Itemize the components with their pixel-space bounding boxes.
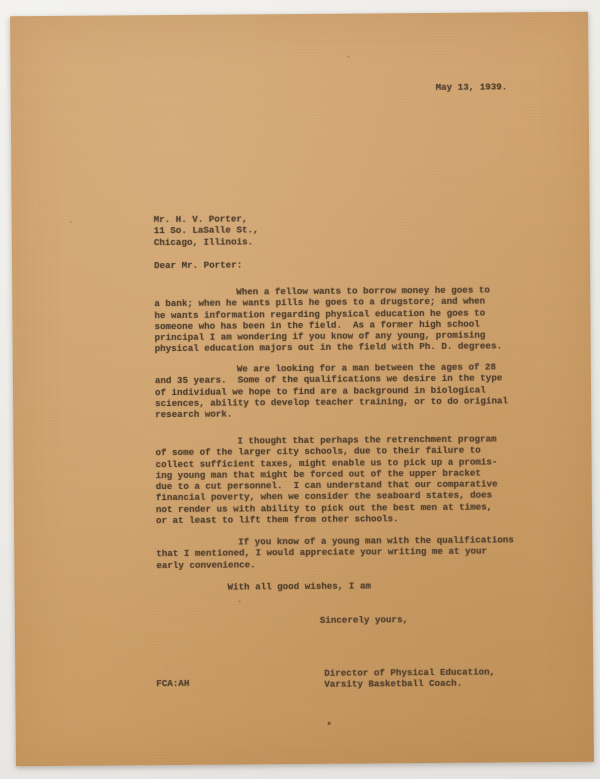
typed-line: ing young man that might be forced out of the upper bracket: [155, 467, 482, 482]
typed-line: collect sufficient taxes, might enable us to pick up a promis-: [155, 456, 498, 470]
typed-line: Varsity Basketball Coach.: [324, 678, 463, 691]
typed-line: sciences, ability to develop teacher training, or to do original: [155, 395, 509, 410]
typed-line: We are looking for a man between the ages of 28: [236, 361, 497, 375]
letter-paper: [10, 12, 594, 767]
typed-line: If you know of a young man with the qualifications: [238, 534, 514, 548]
body-paragraph-1: [154, 284, 502, 355]
typed-line: or at least to lift them from other schools.: [155, 513, 399, 527]
closing-line: With all good wishes, I am: [227, 580, 371, 593]
signature-block: [324, 666, 495, 690]
paper-speck: [347, 56, 349, 58]
body-paragraph-2: [155, 361, 508, 420]
typed-line: he wants information regarding physical education he goes to: [154, 307, 486, 321]
paper-speck: [239, 600, 241, 602]
letter-date: May 13, 1939.: [435, 81, 508, 93]
typed-line: early convenience.: [156, 558, 256, 571]
salutation: Dear Mr. Porter:: [153, 259, 243, 272]
typed-line: a bank; when he wants pills he goes to a drugstore; and when: [154, 295, 486, 310]
typist-initials: FCA:AH: [156, 677, 190, 690]
typed-line: of individual we hope to find are a background in biological: [154, 384, 486, 398]
typed-line: and 35 years. Some of the qualifications we desire in the type: [154, 372, 503, 387]
body-paragraph-3: [155, 433, 498, 526]
typed-line: principal I am wondering if you know of any young, promising: [154, 329, 486, 344]
body-paragraph-4: [156, 534, 514, 571]
recipient-address: [154, 213, 259, 248]
typed-line: someone who has been in the field. As a former high school: [154, 318, 480, 333]
valediction: Sincerely yours,: [319, 614, 409, 626]
typed-line: research work.: [155, 408, 233, 421]
typed-line: of some of the larger city schools, due to their failure to: [155, 444, 481, 459]
paper-speck: [70, 221, 72, 223]
typed-ink-layer: [10, 12, 594, 767]
typed-line: Mr. H. V. Porter,: [153, 213, 248, 226]
typed-line: 11 So. LaSalle St.,: [153, 224, 259, 237]
typed-line: Director of Physical Education,: [324, 666, 496, 679]
typed-line: due to a cut personnel. I can understand that our comparative: [155, 478, 498, 493]
typed-line: When a fellow wants to borrow money he goes to: [236, 284, 490, 298]
typed-line: physical education majors out in the field with Ph. D. degrees.: [154, 340, 503, 355]
typed-line: not render us with ability to pick out the best men at times,: [155, 501, 493, 515]
typed-line: that I mentioned, I would appreciate your writing me at your: [156, 545, 488, 560]
typed-line: financial poverty, when we consider the seaboard states, does: [155, 489, 493, 504]
typed-line: Chicago, Illinois.: [153, 235, 254, 248]
typed-line: I thought that perhaps the retrenchment program: [237, 433, 497, 447]
paper-speck: [328, 722, 331, 725]
